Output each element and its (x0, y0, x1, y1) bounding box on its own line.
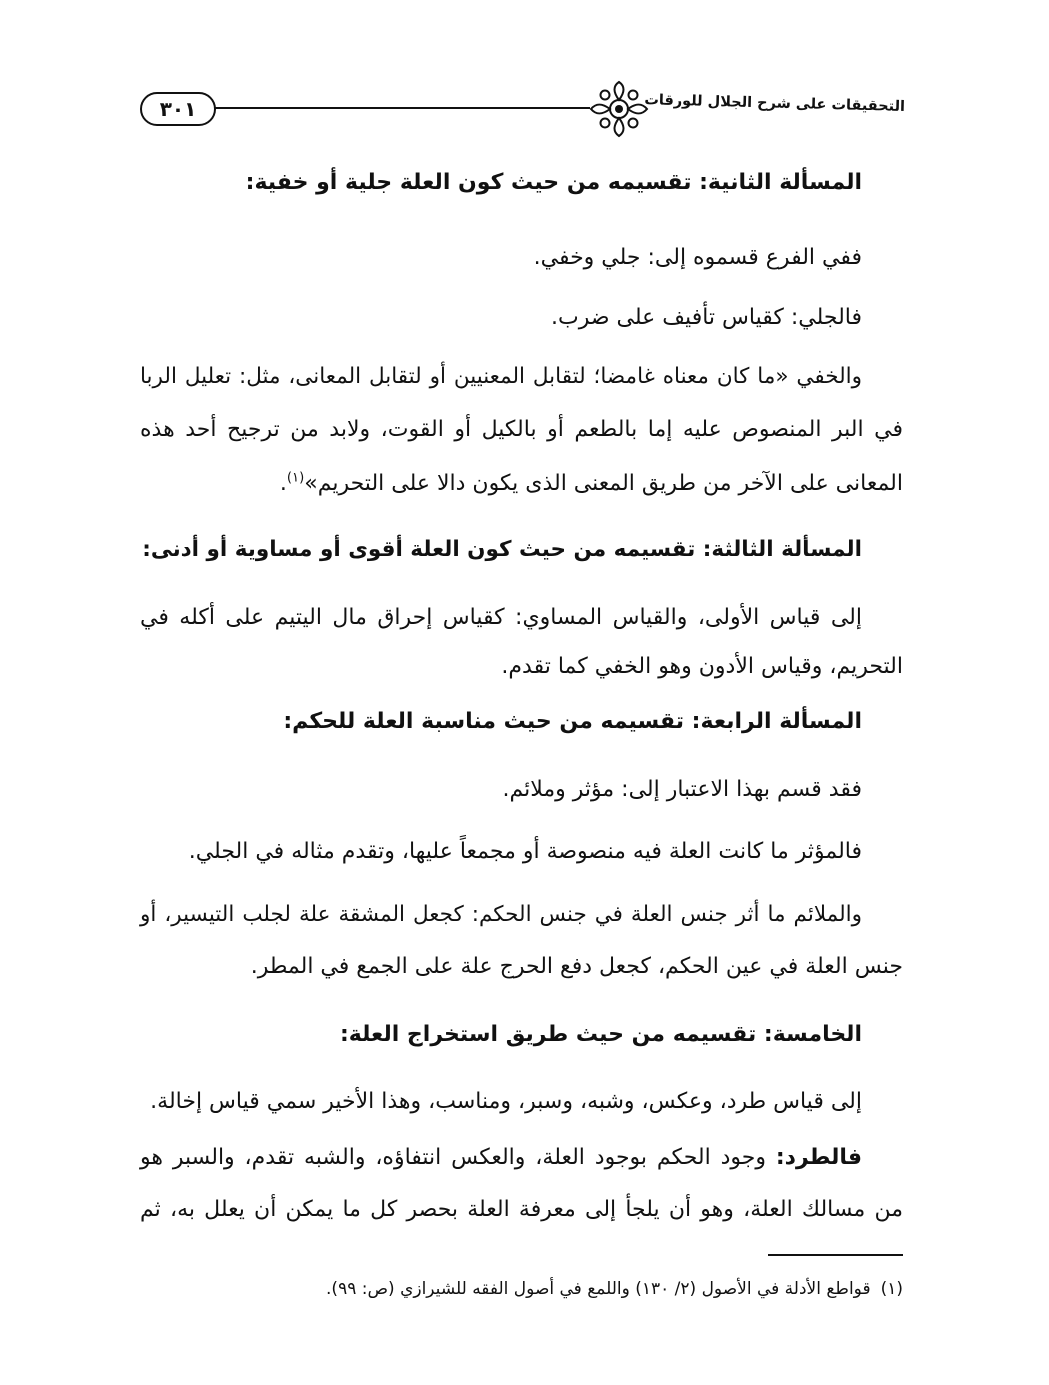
body-line: إلى قياس طرد، وعكس، وشبه، وسبر، ومناسب، وهذا الأخير سمي قياس إخالة. (150, 1089, 862, 1114)
term-lead: فالطرد: (775, 1145, 863, 1170)
body-line-text: وجود الحكم بوجود العلة، والعكس انتفاؤه، والشبه تقدم، والسبر هو (140, 1145, 766, 1170)
body-line: جنس العلة في عين الحكم، كجعل دفع الحرج علة على الجمع في المطر. (250, 954, 903, 979)
section-2-heading: المسألة الثانية: تقسيمه من حيث كون العلة جلية أو خفية: (245, 170, 862, 195)
body-line: فالمؤثر ما كانت العلة فيه منصوصة أو مجمعاً عليها، وتقدم مثاله في الجلي. (188, 839, 862, 864)
body-line: فالجلي: كقياس تأفيف على ضرب. (551, 305, 862, 330)
sentence-end: . (279, 471, 287, 496)
page-number: ٣٠١ (140, 92, 216, 126)
body-line: في البر المنصوص عليه إما بالطعم أو بالكيل أو القوت، ولابد من ترجيح أحد هذه (140, 417, 903, 442)
body-line: إلى قياس الأولى، والقياس المساوي: كقياس إحراق مال اليتيم على أكله في (140, 605, 862, 630)
body-line-text: المعانى على الآخر من طريق المعنى الذى يكون دالا على التحريم» (304, 471, 903, 496)
body-line: من مسالك العلة، وهو أن يلجأ إلى معرفة العلة بحصر كل ما يمكن أن يعلل به، ثم (140, 1197, 903, 1222)
body-line: والملائم ما أثر جنس العلة في جنس الحكم: كجعل المشقة علة لجلب التيسير، أو (140, 902, 862, 927)
body-line: والخفي «ما كان معناه غامضا؛ لتقابل المعنيين أو لتقابل المعانى، مثل: تعليل الربا (140, 364, 862, 389)
body-line (140, 1138, 903, 1178)
running-title: التحقيقات على شرح الجلال للورقات (644, 92, 906, 115)
header-ornament-icon (586, 79, 652, 139)
body-line: فقد قسم بهذا الاعتبار إلى: مؤثر وملائم. (502, 777, 862, 802)
section-5-heading: الخامسة: تقسيمه من حيث طريق استخراج العلة: (339, 1022, 862, 1047)
section-3-heading: المسألة الثالثة: تقسيمه من حيث كون العلة أقوى أو مساوية أو أدنى: (142, 537, 862, 562)
footnote-reference: (١) (286, 470, 305, 486)
body-line: التحريم، وقياس الأدون وهو الخفي كما تقدم. (501, 654, 903, 679)
footnote-rule (768, 1254, 903, 1256)
section-4-heading: المسألة الرابعة: تقسيمه من حيث مناسبة العلة للحكم: (283, 709, 862, 734)
body-line (140, 464, 903, 504)
footnote (140, 1272, 903, 1306)
footnote-text: قواطع الأدلة في الأصول (٢/ ١٣٠) واللمع في أصول الفقه للشيرازي (ص: ٩٩). (326, 1279, 871, 1299)
header-rule (214, 107, 590, 109)
footnote-marker: (١) (880, 1279, 903, 1299)
body-line: ففي الفرع قسموه إلى: جلي وخفي. (533, 245, 862, 270)
